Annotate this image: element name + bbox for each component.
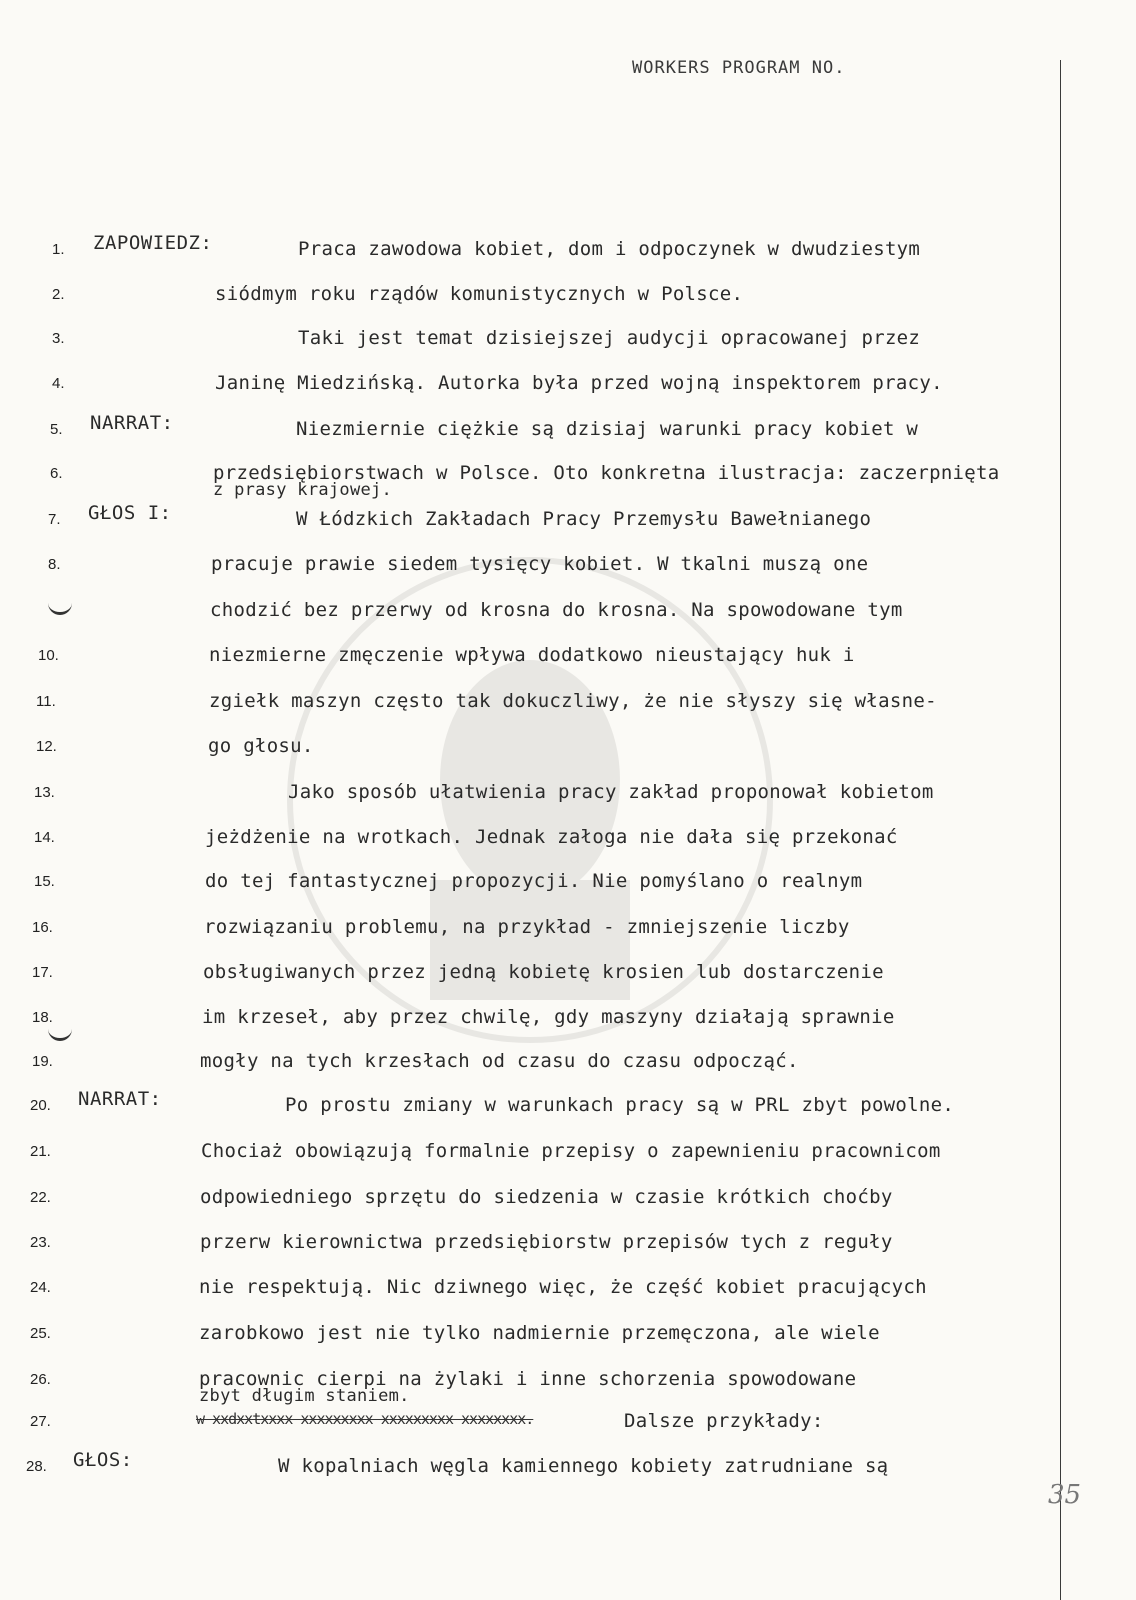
script-line [0,1276,1136,1310]
line-number: 22. [30,1189,51,1206]
line-number: 10. [38,647,59,664]
line-number: 12. [36,738,57,755]
speaker-label: GŁOS: [73,1449,133,1471]
speaker-label: NARRAT: [78,1088,162,1110]
script-line [0,1186,1136,1220]
speaker-label: ZAPOWIEDZ: [93,232,213,254]
line-number: 5. [50,421,63,438]
line-number: 28. [26,1458,47,1475]
line-number: 3. [52,330,65,347]
line-text: jeżdżenie na wrotkach. Jednak załoga nie dała się przekonać [205,826,898,848]
script-line [0,916,1136,950]
line-number: 4. [52,375,65,392]
script-line [0,462,1136,500]
line-number: 24. [30,1279,51,1296]
line-number: 15. [34,873,55,890]
line-text: chodzić bez przerwy od krosna do krosna. Na spowodowane tym [210,599,903,621]
line-text: Janinę Miedzińską. Autorka była przed wojną inspektorem pracy. [215,372,943,394]
script-line [0,1140,1136,1174]
script-line [0,412,1136,452]
script-line [0,599,1136,633]
line-number: 17. [32,964,53,981]
script-line [0,1050,1136,1084]
line-text: przedsiębiorstwach w Polsce. Oto konkretna ilustracja: zaczerpnięta [213,462,1000,484]
line-text: niezmierne zmęczenie wpływa dodatkowo nieustający huk i [209,644,855,666]
script-line [0,870,1136,904]
line-text: Praca zawodowa kobiet, dom i odpoczynek w dwudziestym [298,238,921,260]
line-number: 2. [52,286,65,303]
line-number: 26. [30,1371,51,1388]
line-text: mogły na tych krzesłach od czasu do czasu odpocząć. [200,1050,799,1072]
line-text: siódmym roku rządów komunistycznych w Polsce. [215,283,744,305]
line-text: Niezmiernie ciężkie są dzisiaj warunki pracy kobiet w [296,418,919,440]
line-text: W Łódzkich Zakładach Pracy Przemysłu Bawełnianego [296,508,872,530]
line-number: 1. [52,241,65,258]
line-text: pracuje prawie siedem tysięcy kobiet. W tkalni muszą one [211,553,869,575]
line-text: do tej fantastycznej propozycji. Nie pomyślano o realnym [205,870,863,892]
line-number: 21. [30,1143,51,1160]
script-line [0,232,1136,272]
line-number: 8. [48,556,61,573]
overtyped-insertion: zbyt długim staniem. [199,1386,410,1406]
line-text: Chociaż obowiązują formalnie przepisy o zapewnieniu pracownicom [201,1140,941,1162]
struck-out-text: w xxdxxtxxxx xxxxxxxxx xxxxxxxxx xxxxxxxx. [196,1410,534,1428]
script-line [0,1410,1136,1444]
speaker-label: GŁOS I: [88,502,172,524]
program-header: WORKERS PROGRAM NO. [632,58,846,78]
line-text: pracownic cierpi na żylaki i inne schorzenia spowodowane [199,1368,857,1390]
script-line [0,1449,1136,1489]
line-text: odpowiedniego sprzętu do siedzenia w czasie krótkich choćby [200,1186,893,1208]
script-line [0,553,1136,587]
line-text: Dalsze przykłady: [624,1410,824,1432]
line-number: 25. [30,1325,51,1342]
script-line [0,1006,1136,1040]
line-text: Taki jest temat dzisiejszej audycji opracowanej przez [298,327,921,349]
line-number: 14. [34,829,55,846]
overtyped-insertion: z prasy krajowej. [213,480,393,500]
script-line [0,961,1136,995]
line-number: 16. [32,919,53,936]
script-line [0,502,1136,542]
line-number: 13. [34,784,55,801]
line-text: nie respektują. Nic dziwnego więc, że część kobiet pracujących [199,1276,927,1298]
script-line [0,1368,1136,1406]
script-line [0,327,1136,361]
line-text: rozwiązaniu problemu, na przykład - zmniejszenie liczby [204,916,850,938]
line-text: zgiełk maszyn często tak dokuczliwy, że nie słyszy się własne- [209,690,937,712]
line-number: 19. [32,1053,53,1070]
line-text: W kopalniach węgla kamiennego kobiety zatrudniane są [278,1455,889,1477]
line-text: Po prostu zmiany w warunkach pracy są w PRL zbyt powolne. [285,1094,955,1116]
line-number: 11. [36,693,56,710]
line-text: przerw kierownictwa przedsiębiorstw przepisów tych z reguły [200,1231,893,1253]
script-line [0,1322,1136,1356]
line-text: Jako sposób ułatwienia pracy zakład proponował kobietom [288,781,934,803]
script-line [0,283,1136,317]
script-line [0,826,1136,860]
line-text: zarobkowo jest nie tylko nadmiernie przemęczona, ale wiele [199,1322,880,1344]
page-number: 35 [1048,1480,1082,1510]
script-line [0,781,1136,815]
line-number: 6. [50,465,63,482]
script-line [0,1088,1136,1128]
line-number: 18. [32,1009,53,1026]
line-number: 27. [30,1413,51,1430]
script-line [0,1231,1136,1265]
script-line [0,690,1136,724]
line-text: im krzeseł, aby przez chwilę, gdy maszyny działają sprawnie [202,1006,895,1028]
script-line [0,644,1136,678]
script-line [0,735,1136,769]
line-text: go głosu. [208,735,314,757]
line-number: 23. [30,1234,51,1251]
script-line [0,372,1136,406]
line-number: 7. [48,511,61,528]
speaker-label: NARRAT: [90,412,174,434]
line-text: obsługiwanych przez jedną kobietę krosien lub dostarczenie [203,961,884,983]
line-number: 20. [30,1097,51,1114]
